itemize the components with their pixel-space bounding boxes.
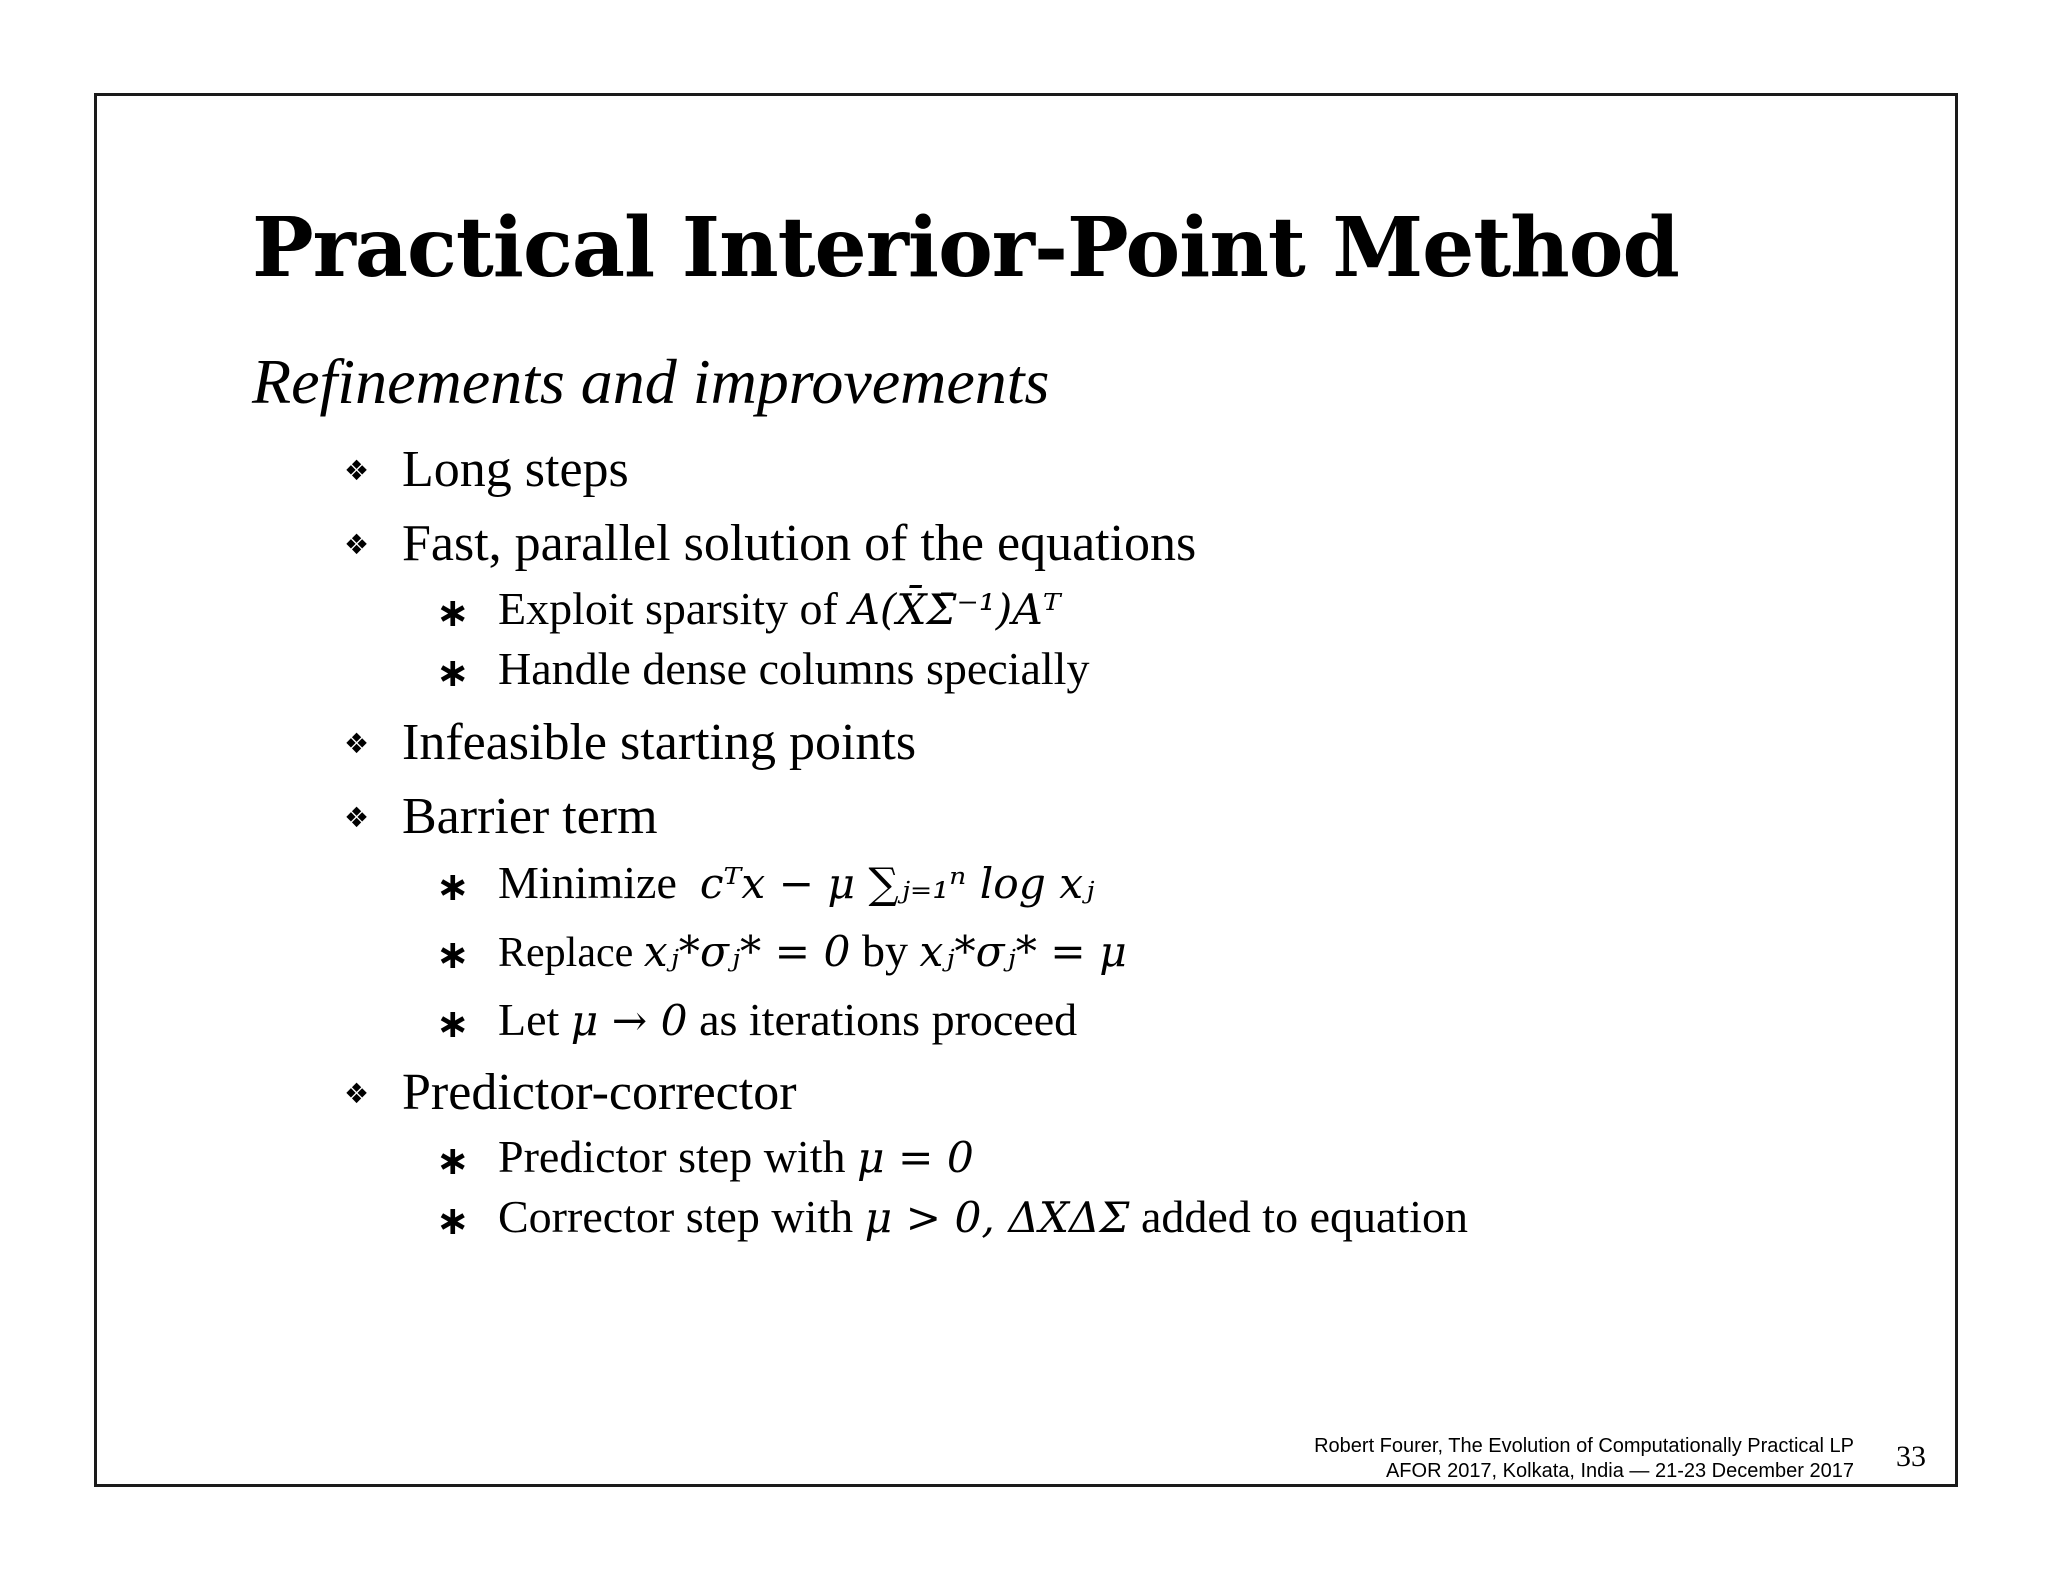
- sub-bullet-text-tail: added to equation: [1129, 1191, 1468, 1242]
- bullet-item: [344, 440, 629, 499]
- asterisk-bullet-icon: ∗: [436, 1198, 470, 1244]
- bullet-text: Infeasible starting points: [402, 714, 917, 771]
- math-expression: xⱼ*σⱼ* = μ: [919, 927, 1127, 976]
- bullet-item: [344, 787, 658, 846]
- bullet-item: [344, 713, 916, 772]
- diamond-bullet-icon: ❖: [344, 453, 370, 487]
- bullet-text: Fast, parallel solution of the equations: [402, 515, 1197, 572]
- asterisk-bullet-icon: ∗: [436, 1138, 470, 1184]
- math-expression: cᵀx − μ ∑ⱼ₌₁ⁿ log xⱼ: [699, 859, 1095, 908]
- sub-bullet-text: Replace: [498, 930, 644, 976]
- bullet-item: [344, 514, 1196, 573]
- footer-line-2: AFOR 2017, Kolkata, India — 21-23 December 2017: [1385, 1460, 1854, 1482]
- bullet-text: Predictor-corrector: [402, 1064, 797, 1121]
- sub-bullet-item: [436, 582, 1061, 635]
- sub-bullet-text-tail: as iterations proceed: [687, 994, 1078, 1045]
- math-expression: μ = 0: [857, 1133, 974, 1182]
- sub-bullet-item: [436, 642, 1089, 695]
- slide-title: Practical Interior-Point Method: [252, 200, 1679, 296]
- sub-bullet-item: [436, 924, 1127, 977]
- sub-bullet-text: Exploit sparsity of: [498, 583, 850, 634]
- sub-bullet-item: [436, 856, 1094, 909]
- diamond-bullet-icon: ❖: [344, 800, 370, 834]
- sub-bullet-text: Handle dense columns specially: [498, 643, 1090, 694]
- asterisk-bullet-icon: ∗: [436, 1001, 470, 1047]
- slide-subtitle: Refinements and improvements: [252, 346, 1050, 417]
- bullet-text: Barrier term: [402, 788, 658, 845]
- bullet-item: [344, 1063, 797, 1122]
- page-number: 33: [1896, 1440, 1926, 1473]
- sub-bullet-text-mid: by: [850, 925, 920, 976]
- bullet-text: Long steps: [402, 441, 629, 498]
- diamond-bullet-icon: ❖: [344, 726, 370, 760]
- math-expression: xⱼ*σⱼ* = 0: [643, 927, 851, 976]
- asterisk-bullet-icon: ∗: [436, 864, 470, 910]
- asterisk-bullet-icon: ∗: [436, 650, 470, 696]
- asterisk-bullet-icon: ∗: [436, 932, 470, 978]
- math-expression: μ > 0, ΔXΔΣ: [864, 1193, 1130, 1242]
- slide-footer: [1314, 1434, 1854, 1484]
- sub-bullet-text: Let: [498, 994, 571, 1045]
- diamond-bullet-icon: ❖: [344, 527, 370, 561]
- footer-line-1: Robert Fourer, The Evolution of Computationally Practical LP: [1314, 1435, 1854, 1457]
- sub-bullet-item: [436, 1130, 974, 1183]
- sub-bullet-text: Minimize: [498, 857, 700, 908]
- diamond-bullet-icon: ❖: [344, 1076, 370, 1110]
- sub-bullet-item: [436, 1190, 1468, 1243]
- sub-bullet-text: Corrector step with: [498, 1191, 865, 1242]
- math-expression: A(X̄Σ̄⁻¹)Aᵀ: [849, 585, 1061, 634]
- sub-bullet-text: Predictor step with: [498, 1131, 857, 1182]
- asterisk-bullet-icon: ∗: [436, 590, 470, 636]
- sub-bullet-item: [436, 993, 1077, 1046]
- math-expression: μ → 0: [570, 996, 688, 1045]
